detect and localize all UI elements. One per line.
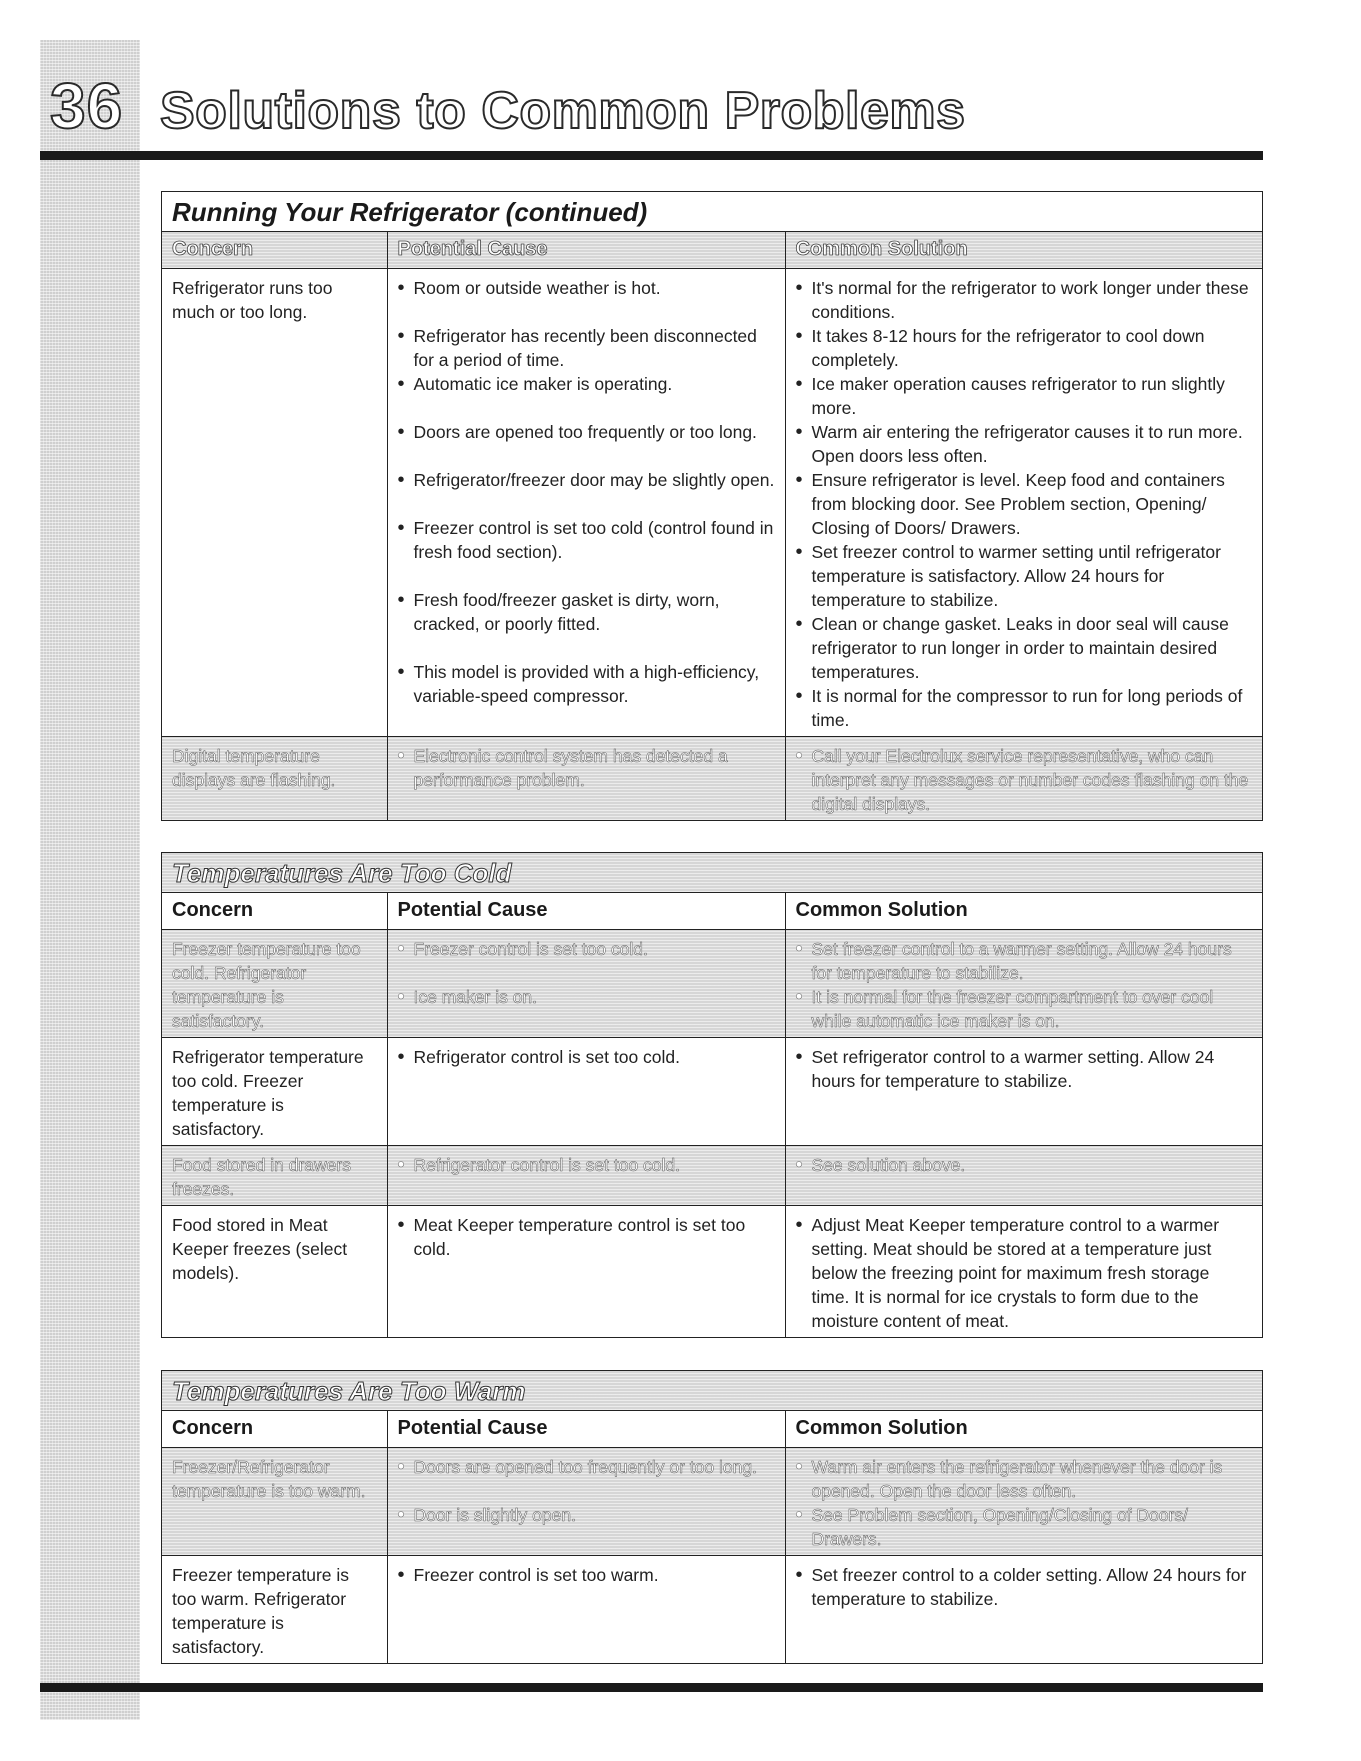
table-row [162, 929, 1262, 1037]
solution-cell [785, 929, 1262, 1037]
header-concern: Concern [162, 232, 387, 268]
concern-text: Freezer temperature is too warm. Refrigerator temperature is satisfactory. [172, 1564, 350, 1657]
solution-cell [785, 1555, 1262, 1663]
cause-cell [387, 736, 785, 820]
concern-cell [162, 268, 387, 736]
problems-table [162, 232, 1262, 820]
solution-item: • See Problem section, Opening/Closing of Doors/ Drawers. [796, 1503, 1253, 1551]
cause-cell [387, 1145, 785, 1205]
solution-item: • It is normal for the freezer compartment to over cool while automatic ice maker is on. [796, 985, 1253, 1033]
cause-item: • Ice maker is on. [398, 985, 775, 1009]
concern-cell [162, 1447, 387, 1555]
table-row [162, 1205, 1262, 1337]
cause-item: • Refrigerator/freezer door may be slightly open. [398, 468, 775, 492]
cause-item: • Refrigerator control is set too cold. [398, 1153, 775, 1177]
cause-item: • Refrigerator control is set too cold. [398, 1045, 775, 1069]
table-row [162, 1447, 1262, 1555]
cause-item: • Freezer control is set too cold. [398, 937, 775, 961]
side-decorative-strip [40, 40, 140, 1720]
solution-item: • Warm air enters the refrigerator whenever the door is opened. Open the door less often. [796, 1455, 1253, 1503]
table-header-row [162, 232, 1262, 268]
concern-text: Food stored in Meat Keeper freezes (select models). [172, 1214, 348, 1283]
concern-text: Food stored in drawers freezes. [172, 1154, 351, 1199]
cause-item: • Doors are opened too frequently or too long. [398, 420, 775, 444]
section-running-refrigerator [161, 191, 1263, 821]
cause-item: • Door is slightly open. [398, 1503, 775, 1527]
cause-item: • This model is provided with a high-efficiency, variable-speed compressor. [398, 660, 775, 708]
header-common-solution: Common Solution [785, 232, 1262, 268]
section-temperatures-too-warm [161, 1370, 1263, 1664]
problems-table [162, 893, 1262, 1337]
solution-item: • It is normal for the compressor to run for long periods of time. [796, 684, 1253, 732]
header-common-solution: Common Solution [785, 893, 1262, 929]
cause-item: • Automatic ice maker is operating. [398, 372, 775, 396]
cause-item: • Freezer control is set too cold (control found in fresh food section). [398, 516, 775, 564]
cause-item: • Doors are opened too frequently or too long. [398, 1455, 775, 1479]
header-potential-cause: Potential Cause [387, 893, 785, 929]
concern-cell [162, 929, 387, 1037]
table-row [162, 1037, 1262, 1145]
page-number: 36 [50, 70, 124, 142]
solution-item: • Ensure refrigerator is level. Keep food and containers from blocking door. See Problem section, Opening/ Closing of Doors/ Drawers. [796, 468, 1253, 540]
header-concern: Concern [162, 1411, 387, 1447]
cause-item: • Fresh food/freezer gasket is dirty, worn, cracked, or poorly fitted. [398, 588, 775, 636]
solution-cell [785, 1205, 1262, 1337]
solution-cell [785, 1037, 1262, 1145]
concern-text: Digital temperature displays are flashing. [172, 745, 336, 790]
table-row [162, 1555, 1262, 1663]
cause-item: • Electronic control system has detected a performance problem. [398, 744, 775, 792]
table-header-row [162, 1411, 1262, 1447]
header-potential-cause: Potential Cause [387, 232, 785, 268]
cause-item: • Meat Keeper temperature control is set too cold. [398, 1213, 775, 1261]
bottom-rule [40, 1683, 1263, 1692]
cause-cell [387, 1037, 785, 1145]
top-rule [40, 151, 1263, 160]
solution-cell [785, 1447, 1262, 1555]
section-title: Running Your Refrigerator (continued) [162, 192, 1262, 232]
solution-item: • Warm air entering the refrigerator causes it to run more. Open doors less often. [796, 420, 1253, 468]
cause-cell [387, 268, 785, 736]
problems-table [162, 1411, 1262, 1663]
cause-item: • Refrigerator has recently been disconnected for a period of time. [398, 324, 775, 372]
header-potential-cause: Potential Cause [387, 1411, 785, 1447]
solution-item: • Set freezer control to a colder setting. Allow 24 hours for temperature to stabilize. [796, 1563, 1253, 1611]
table-row [162, 736, 1262, 820]
solution-item: • Adjust Meat Keeper temperature control to a warmer setting. Meat should be stored at a temperature just below the freezing point for maximum fresh storage time. It is normal for ice crystals to form due to the moisture content of meat. [796, 1213, 1253, 1333]
solution-item: • Call your Electrolux service representative, who can interpret any messages or number codes flashing on the digital displays. [796, 744, 1253, 816]
section-temperatures-too-cold [161, 852, 1263, 1338]
concern-cell [162, 736, 387, 820]
solution-item: • Set freezer control to a warmer setting. Allow 24 hours for temperature to stabilize. [796, 937, 1253, 985]
section-title: Temperatures Are Too Warm [162, 1371, 1262, 1411]
page-title: Solutions to Common Problems [160, 82, 966, 140]
concern-cell [162, 1145, 387, 1205]
header-common-solution: Common Solution [785, 1411, 1262, 1447]
cause-item: • Room or outside weather is hot. [398, 276, 775, 300]
solution-item: • Clean or change gasket. Leaks in door seal will cause refrigerator to run longer in order to maintain desired temperatures. [796, 612, 1253, 684]
concern-text: Freezer/Refrigerator temperature is too warm. [172, 1456, 366, 1501]
solution-cell [785, 736, 1262, 820]
table-header-row [162, 893, 1262, 929]
cause-cell [387, 929, 785, 1037]
concern-text: Freezer temperature too cold. Refrigerator temperature is satisfactory. [172, 938, 361, 1031]
solution-item: • See solution above. [796, 1153, 1253, 1177]
concern-text: Refrigerator runs too much or too long. [172, 277, 333, 322]
concern-cell [162, 1205, 387, 1337]
solution-cell [785, 268, 1262, 736]
cause-cell [387, 1555, 785, 1663]
solution-item: • Set refrigerator control to a warmer setting. Allow 24 hours for temperature to stabilize. [796, 1045, 1253, 1093]
table-row [162, 268, 1262, 736]
concern-cell [162, 1037, 387, 1145]
solution-cell [785, 1145, 1262, 1205]
table-row [162, 1145, 1262, 1205]
section-title: Temperatures Are Too Cold [162, 853, 1262, 893]
cause-item: • Freezer control is set too warm. [398, 1563, 775, 1587]
concern-cell [162, 1555, 387, 1663]
solution-item: • Set freezer control to warmer setting until refrigerator temperature is satisfactory. Allow 24 hours for temperature to stabilize. [796, 540, 1253, 612]
header-concern: Concern [162, 893, 387, 929]
solution-item: • Ice maker operation causes refrigerator to run slightly more. [796, 372, 1253, 420]
cause-cell [387, 1205, 785, 1337]
solution-item: • It takes 8-12 hours for the refrigerator to cool down completely. [796, 324, 1253, 372]
concern-text: Refrigerator temperature too cold. Freezer temperature is satisfactory. [172, 1046, 364, 1139]
cause-cell [387, 1447, 785, 1555]
solution-item: • It's normal for the refrigerator to work longer under these conditions. [796, 276, 1253, 324]
